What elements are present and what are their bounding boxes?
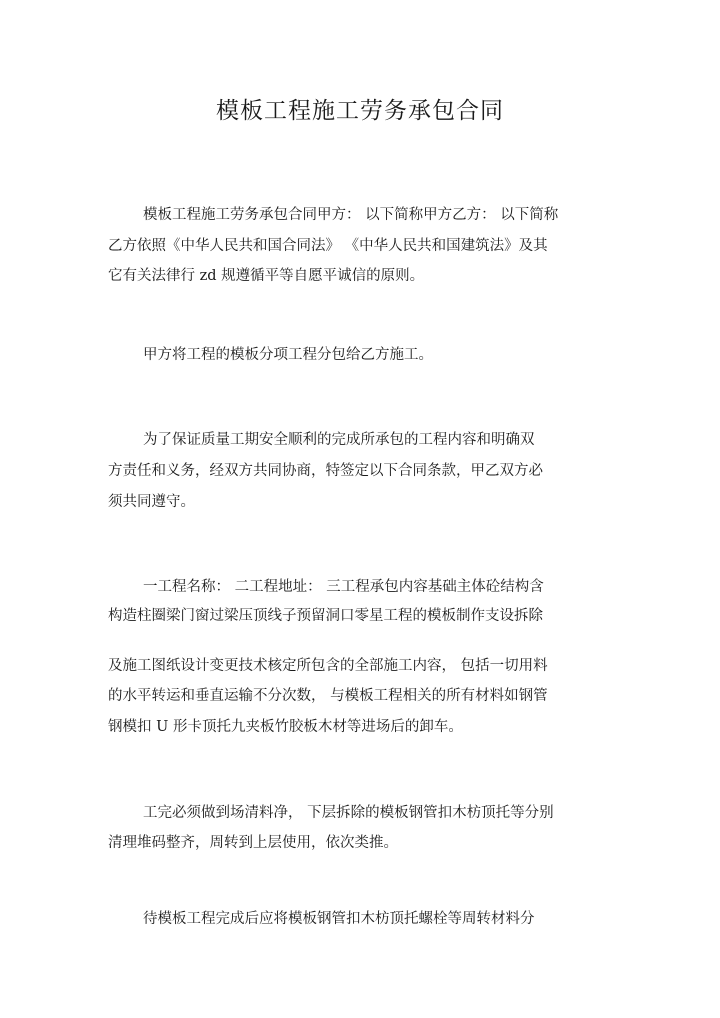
paragraph-5-line-1: 工完必须做到场清料净， 下层拆除的模板钢管扣木枋顶托等分别 [143, 805, 554, 821]
paragraph-2-line-1: 甲方将工程的模板分项工程分包给乙方施工。 [143, 347, 433, 363]
paragraph-5-line-2: 清理堆码整齐，周转到上层使用，依次类推。 [108, 835, 398, 851]
paragraph-1-line-3: 它有关法律行 zd 规遵循平等自愿平诚信的原则。 [108, 268, 425, 284]
paragraph-4-line-1: 一工程名称： 二工程地址： 三工程承包内容基础主体砼结构含 [143, 579, 544, 595]
paragraph-3-line-1: 为了保证质量工期安全顺利的完成所承包的工程内容和明确双 [143, 432, 535, 448]
paragraph-4-line-3: 及施工图纸设计变更技术核定所包含的全部施工内容， 包括一切用料 [108, 658, 548, 674]
paragraph-4-line-5: 钢模扣 U 形卡顶托九夹板竹胶板木材等进场后的卸车。 [108, 719, 463, 735]
document-title: 模板工程施工劳务承包合同 [216, 98, 504, 124]
paragraph-4-line-4: 的水平转运和垂直运输不分次数， 与模板工程相关的所有材料如钢管 [108, 688, 548, 704]
paragraph-1-line-1: 模板工程施工劳务承包合同甲方： 以下简称甲方乙方： 以下简称 [143, 207, 559, 223]
paragraph-1-line-2: 乙方依照《中华人民共和国合同法》 《中华人民共和国建筑法》及其 [108, 238, 548, 254]
paragraph-3-line-2: 方责任和义务，经双方共同协商，特签定以下合同条款，甲乙双方必 [108, 463, 543, 479]
paragraph-6-line-1: 待模板工程完成后应将模板钢管扣木枋顶托螺栓等周转材料分 [143, 911, 535, 927]
paragraph-4-line-2: 构造柱圈梁门窗过梁压顶线子预留洞口零星工程的模板制作支设拆除 [108, 608, 543, 624]
paragraph-3-line-3: 须共同遵守。 [108, 494, 195, 510]
